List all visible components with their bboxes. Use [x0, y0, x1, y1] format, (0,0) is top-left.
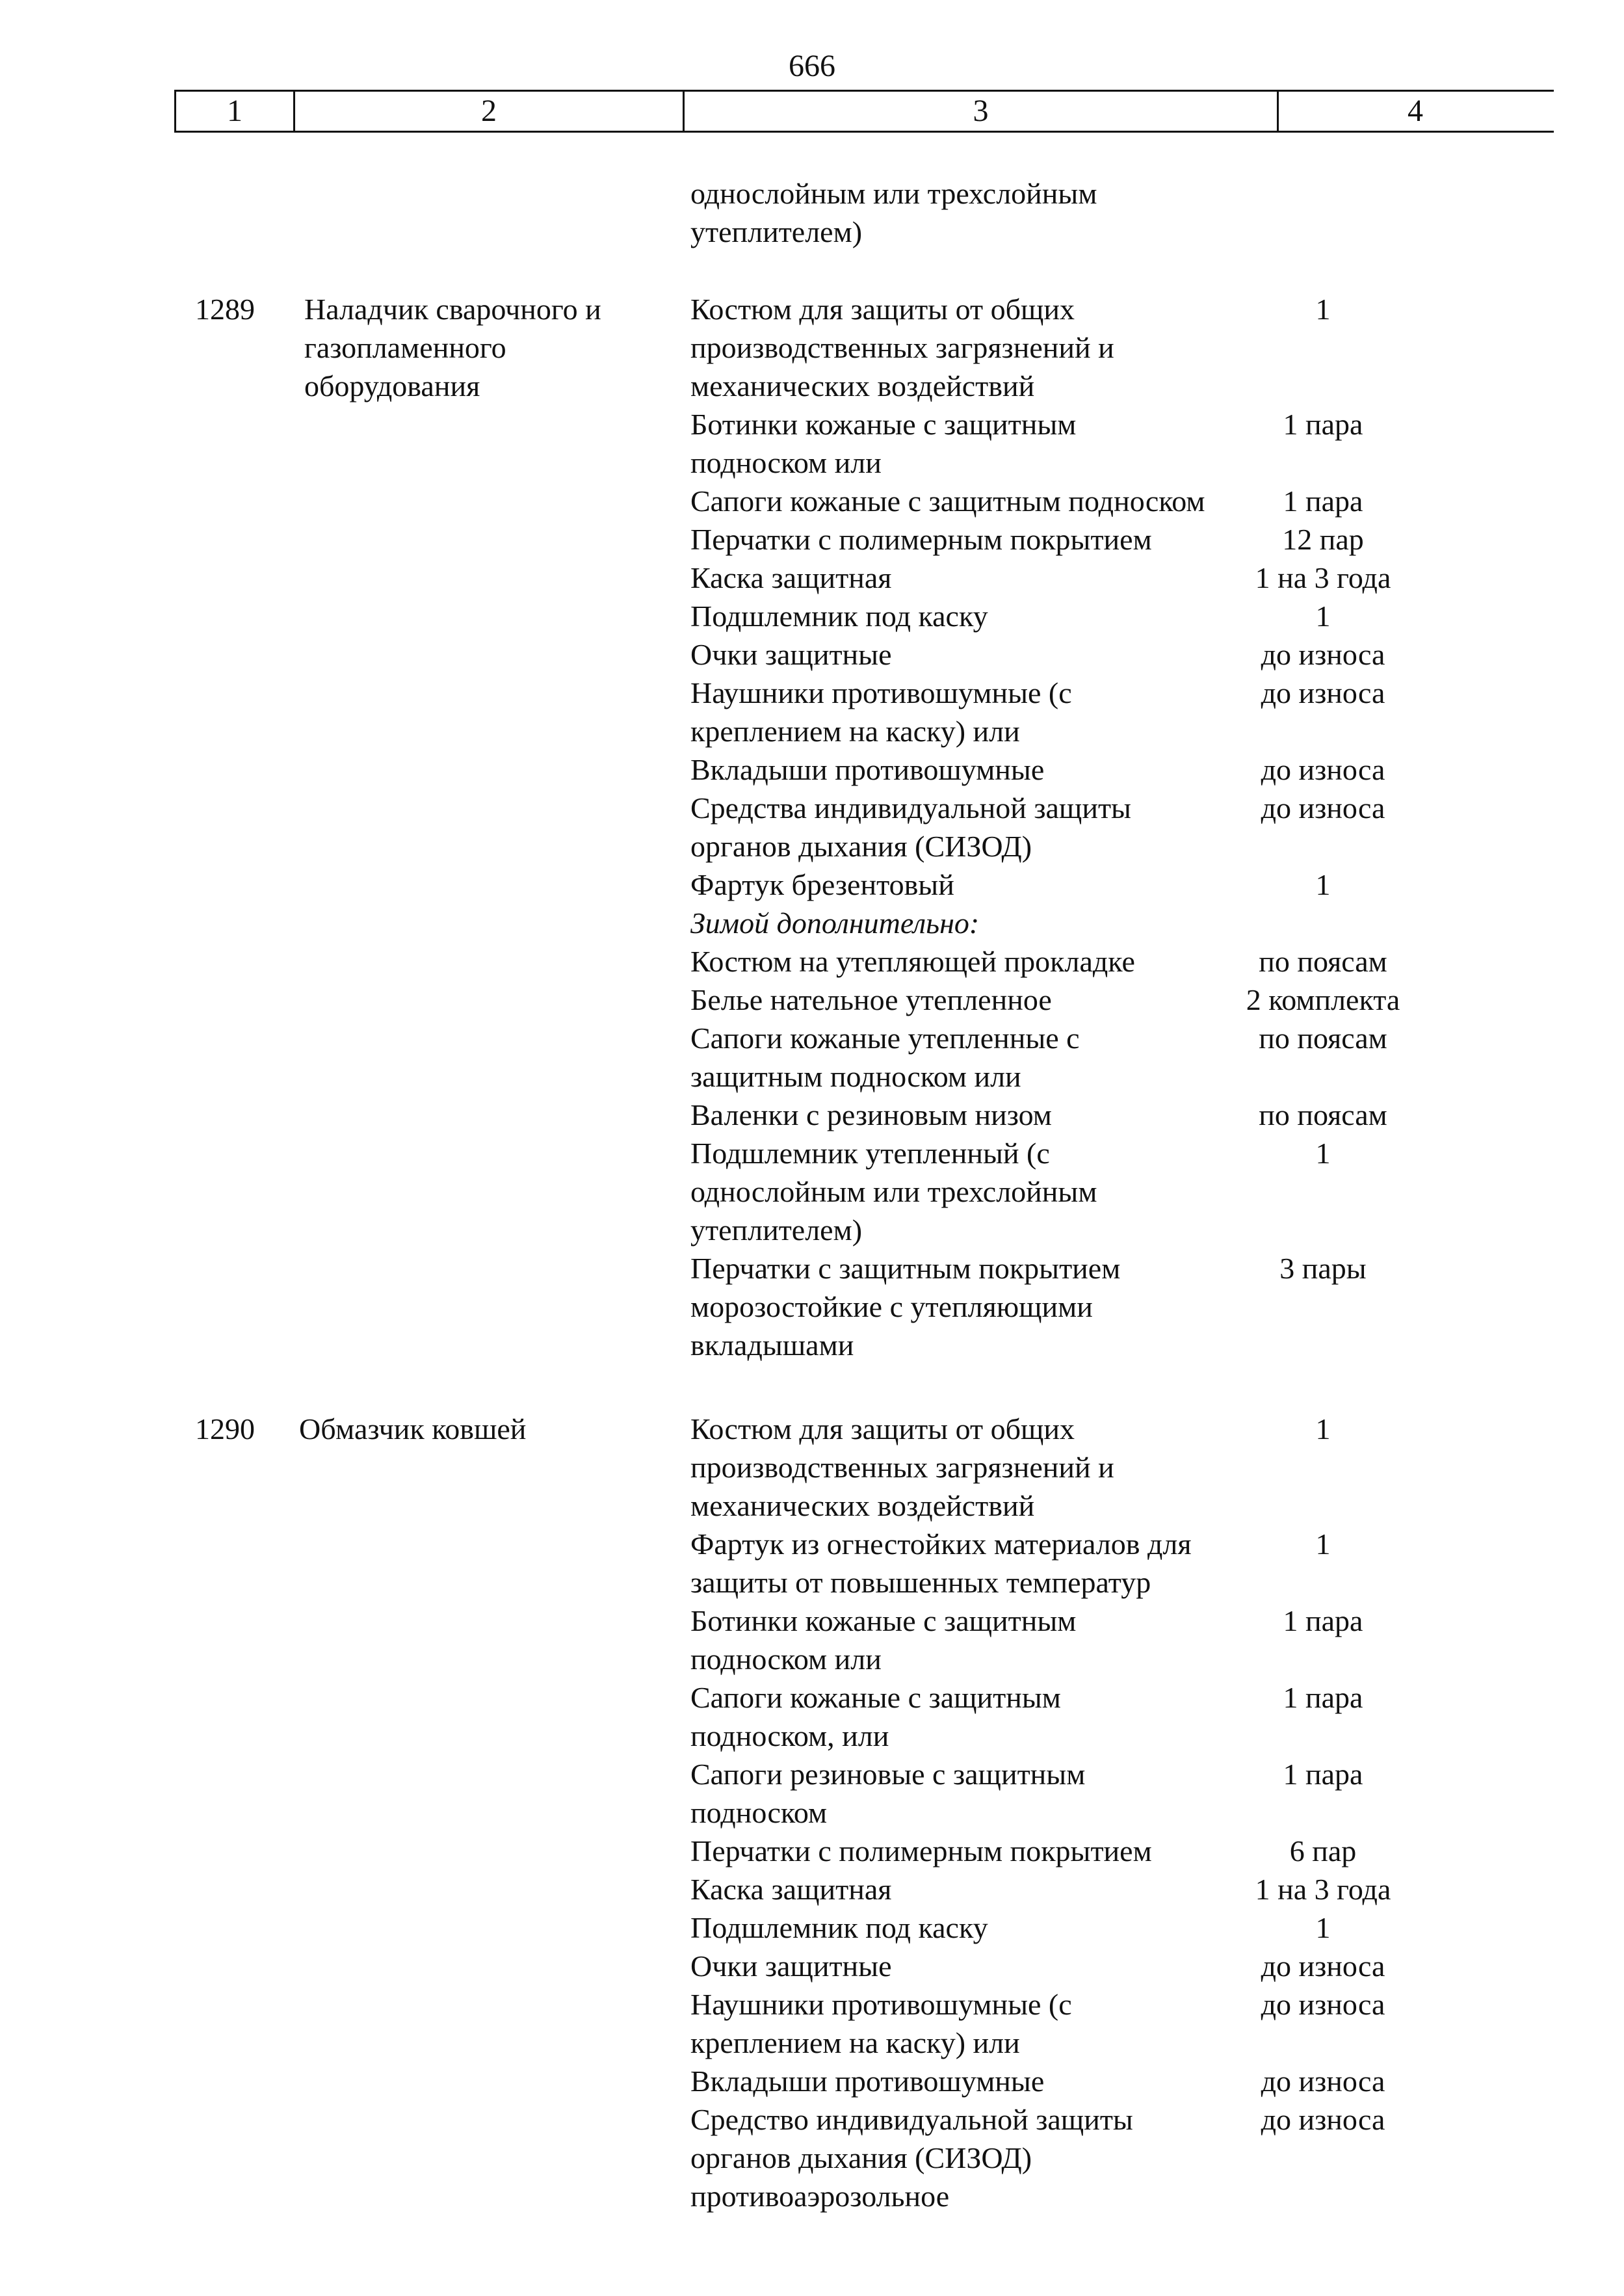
page-number: 666 [789, 49, 835, 83]
item-name: креплением на каску) или [690, 715, 1020, 748]
item-quantity: 1 [1315, 600, 1331, 633]
header-col-2: 2 [481, 94, 497, 128]
item-quantity: 12 пар [1282, 523, 1364, 556]
item-name: подноском или [690, 1643, 882, 1676]
continuation-line: утеплителем) [690, 215, 863, 248]
item-name: Перчатки с полимерным покрытием [690, 523, 1152, 556]
item-name: Сапоги кожаные с защитным подноском [690, 484, 1205, 518]
item-name: механических воздействий [690, 1489, 1035, 1522]
item-quantity: до износа [1261, 1949, 1385, 1983]
item-name: Очки защитные [690, 638, 892, 671]
item-name: органов дыхания (СИЗОД) [690, 830, 1032, 863]
item-quantity: 1 [1315, 1137, 1331, 1170]
item-name: подноском или [690, 446, 882, 479]
item-name: креплением на каску) или [690, 2026, 1020, 2059]
item-name: Каска защитная [690, 561, 892, 594]
item-quantity: 1 [1315, 868, 1331, 901]
item-name: Наушники противошумные (с [690, 1988, 1072, 2021]
item-name: Очки защитные [690, 1949, 892, 1983]
entry-number: 1289 [195, 293, 255, 326]
item-quantity: 3 пары [1279, 1252, 1367, 1285]
header-col-3: 3 [973, 94, 989, 128]
entry-number: 1290 [195, 1412, 255, 1445]
item-quantity: до износа [1261, 791, 1385, 825]
item-name: Сапоги кожаные утепленные с [690, 1022, 1080, 1055]
item-quantity: до износа [1261, 638, 1385, 671]
item-name: Костюм для защиты от общих [690, 1412, 1075, 1445]
item-quantity: 1 [1315, 1412, 1331, 1445]
item-name: Белье нательное утепленное [690, 983, 1052, 1016]
profession-name: Обмазчик ковшей [299, 1412, 527, 1445]
table-header [174, 90, 1554, 133]
item-name: защитным подноском или [690, 1060, 1021, 1093]
item-name: вкладышами [690, 1328, 854, 1362]
item-quantity: 1 пара [1283, 408, 1363, 441]
item-name: Перчатки с защитным покрытием [690, 1252, 1121, 1285]
item-name: Фартук из огнестойких материалов для [690, 1527, 1192, 1561]
item-quantity: 1 пара [1283, 484, 1363, 518]
item-quantity: 1 [1315, 1911, 1331, 1944]
item-name: Средство индивидуальной защиты [690, 2103, 1133, 2136]
item-name: Подшлемник под каску [690, 1911, 988, 1944]
item-name: противоаэрозольное [690, 2180, 950, 2213]
continuation-line: однослойным или трехслойным [690, 177, 1097, 210]
item-name: подноском [690, 1796, 828, 1829]
item-quantity: 1 на 3 года [1255, 1873, 1391, 1906]
item-name: производственных загрязнений и [690, 331, 1114, 364]
item-quantity: до износа [1261, 2103, 1385, 2136]
item-quantity: 1 пара [1283, 1681, 1363, 1714]
item-quantity: до износа [1261, 676, 1385, 709]
item-name: Подшлемник утепленный (с [690, 1137, 1050, 1170]
item-name: утеплителем) [690, 1213, 863, 1247]
item-quantity: 1 [1315, 1527, 1331, 1561]
item-name: Ботинки кожаные с защитным [690, 408, 1077, 441]
item-quantity: по поясам [1259, 945, 1387, 978]
item-quantity: по поясам [1259, 1022, 1387, 1055]
item-name: Вкладыши противошумные [690, 2065, 1045, 2098]
item-name: Ботинки кожаные с защитным [690, 1604, 1077, 1637]
item-name: Сапоги резиновые с защитным [690, 1758, 1086, 1791]
item-name: морозостойкие с утепляющими [690, 1290, 1093, 1323]
item-name: Костюм на утепляющей прокладке [690, 945, 1135, 978]
item-name: Перчатки с полимерным покрытием [690, 1834, 1152, 1867]
item-name: Фартук брезентовый [690, 868, 954, 901]
item-name: производственных загрязнений и [690, 1451, 1114, 1484]
item-name: Сапоги кожаные с защитным [690, 1681, 1061, 1714]
item-name: защиты от повышенных температур [690, 1566, 1151, 1599]
item-quantity: 1 [1315, 293, 1331, 326]
item-name: подноском, или [690, 1719, 889, 1752]
header-col-4: 4 [1408, 94, 1423, 128]
item-name: механических воздействий [690, 369, 1035, 402]
profession-name: Наладчик сварочного и [304, 293, 601, 326]
item-quantity: 1 на 3 года [1255, 561, 1391, 594]
item-name: Подшлемник под каску [690, 600, 988, 633]
item-quantity: 1 пара [1283, 1604, 1363, 1637]
item-name: Каска защитная [690, 1873, 892, 1906]
item-quantity: 6 пар [1289, 1834, 1357, 1867]
item-quantity: по поясам [1259, 1098, 1387, 1131]
section-subheading: Зимой дополнительно: [690, 906, 980, 940]
item-name: Наушники противошумные (с [690, 676, 1072, 709]
item-quantity: 2 комплекта [1246, 983, 1400, 1016]
header-col-1: 1 [227, 94, 242, 128]
item-name: Вкладыши противошумные [690, 753, 1045, 786]
profession-name: газопламенного [304, 331, 506, 364]
item-quantity: до износа [1261, 1988, 1385, 2021]
item-name: органов дыхания (СИЗОД) [690, 2141, 1032, 2174]
item-name: однослойным или трехслойным [690, 1175, 1097, 1208]
item-name: Костюм для защиты от общих [690, 293, 1075, 326]
profession-name: оборудования [304, 369, 480, 402]
item-quantity: до износа [1261, 2065, 1385, 2098]
item-quantity: 1 пара [1283, 1758, 1363, 1791]
item-name: Средства индивидуальной защиты [690, 791, 1131, 825]
item-quantity: до износа [1261, 753, 1385, 786]
item-name: Валенки с резиновым низом [690, 1098, 1052, 1131]
